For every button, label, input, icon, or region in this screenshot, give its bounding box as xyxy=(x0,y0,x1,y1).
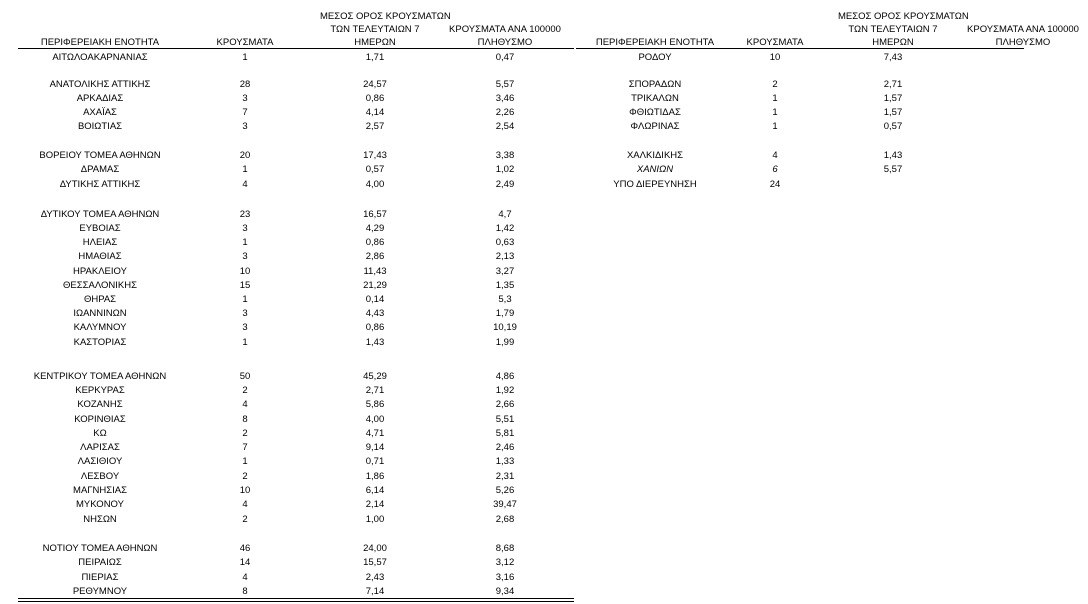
cell-rate: 4,7 xyxy=(498,209,512,220)
cell-avg: 2,71 xyxy=(365,385,385,396)
cell-avg: 1,57 xyxy=(883,93,903,104)
header-avg-line1-right: ΜΕΣΟΣ ΟΡΟΣ ΚΡΟΥΣΜΑΤΩΝ xyxy=(838,11,969,22)
cell-avg: 0,71 xyxy=(365,456,385,467)
cell-avg: 2,57 xyxy=(365,121,385,132)
cell-rate: 0,47 xyxy=(495,52,515,63)
cell-rate: 3,46 xyxy=(495,93,515,104)
cell-region: ΛΑΡΙΣΑΣ xyxy=(80,442,120,453)
header-rate-line1-left: ΚΡΟΥΣΜΑΤΑ ΑΝΑ 100000 xyxy=(449,24,561,35)
cell-cases: 2 xyxy=(772,79,778,90)
cell-region: ΑΙΤΩΛΟΑΚΑΡΝΑΝΙΑΣ xyxy=(52,52,148,63)
table-row xyxy=(0,308,1024,320)
cell-rate: 0,63 xyxy=(495,237,515,248)
cell-rate: 3,12 xyxy=(495,557,515,568)
cell-avg: 16,57 xyxy=(363,209,387,220)
cell-cases: 3 xyxy=(242,223,248,234)
cell-avg: 1,71 xyxy=(365,52,385,63)
cell-region: ΘΕΣΣΑΛΟΝΙΚΗΣ xyxy=(63,280,137,291)
cell-rate: 1,02 xyxy=(495,164,515,175)
cell-cases: 4 xyxy=(242,499,248,510)
header-rate-line2-right: ΠΛΗΘΥΣΜΟ xyxy=(995,37,1051,48)
cell-rate: 1,99 xyxy=(495,337,515,348)
table-row xyxy=(0,428,1024,440)
header-region-right: ΠΕΡΙΦΕΡΕΙΑΚΗ ΕΝΟΤΗΤΑ xyxy=(595,37,715,48)
cell-rate: 4,86 xyxy=(495,371,515,382)
header-rate-line2-left: ΠΛΗΘΥΣΜΟ xyxy=(477,37,533,48)
cell-rate: 8,68 xyxy=(495,543,515,554)
cell-rate: 5,3 xyxy=(498,294,512,305)
table-row xyxy=(0,79,1024,91)
cell-rate: 2,26 xyxy=(495,107,515,118)
cell-cases: 8 xyxy=(242,414,248,425)
cell-region: ΚΩ xyxy=(93,428,107,439)
table-row xyxy=(0,251,1024,263)
cell-avg: 15,57 xyxy=(363,557,387,568)
cell-avg: 1,57 xyxy=(883,107,903,118)
cell-cases: 10 xyxy=(769,52,781,63)
cell-region: ΠΕΙΡΑΙΩΣ xyxy=(78,557,122,568)
cell-rate: 1,35 xyxy=(495,280,515,291)
cell-cases: 7 xyxy=(242,442,248,453)
cell-avg: 0,14 xyxy=(365,294,385,305)
cell-region: ΚΕΡΚΥΡΑΣ xyxy=(75,385,125,396)
cell-avg: 5,86 xyxy=(365,399,385,410)
cell-region: ΛΕΣΒΟΥ xyxy=(80,471,120,482)
table-row xyxy=(0,414,1024,426)
cell-cases: 14 xyxy=(239,557,251,568)
cell-avg: 4,43 xyxy=(365,308,385,319)
cell-avg: 11,43 xyxy=(363,266,387,277)
table-row xyxy=(0,107,1024,119)
cell-cases: 4 xyxy=(242,399,248,410)
cell-cases: 4 xyxy=(242,179,248,190)
cell-rate: 5,57 xyxy=(495,79,515,90)
cell-region: ΚΟΡΙΝΘΙΑΣ xyxy=(74,414,126,425)
header-avg-line2-left: ΤΩΝ ΤΕΛΕΥΤΑΙΩΝ 7 xyxy=(330,24,420,35)
cell-avg: 2,14 xyxy=(365,499,385,510)
table-row xyxy=(0,442,1024,454)
cell-avg: 0,86 xyxy=(365,322,385,333)
cell-avg: 4,14 xyxy=(365,107,385,118)
cell-region: ΙΩΑΝΝΙΝΩΝ xyxy=(73,308,127,319)
cell-avg: 7,43 xyxy=(883,52,903,63)
cell-region: ΡΟΔΟΥ xyxy=(638,52,672,63)
cell-avg: 0,86 xyxy=(365,237,385,248)
cell-avg: 2,43 xyxy=(365,572,385,583)
cell-avg: 0,57 xyxy=(365,164,385,175)
cell-rate: 2,49 xyxy=(495,179,515,190)
table-row xyxy=(0,223,1024,235)
table-row xyxy=(0,150,1024,162)
cell-avg: 6,14 xyxy=(365,485,385,496)
table-row xyxy=(0,322,1024,334)
table-row xyxy=(0,280,1024,292)
cell-region: ΧΑΛΚΙΔΙΚΗΣ xyxy=(626,150,684,161)
cell-cases: 3 xyxy=(242,93,248,104)
cell-avg: 24,57 xyxy=(363,79,387,90)
table-row xyxy=(0,371,1024,383)
header-rule-left xyxy=(18,48,574,49)
cell-cases: 3 xyxy=(242,121,248,132)
header-rule-right xyxy=(576,48,1024,49)
cell-region: ΔΥΤΙΚΟΥ ΤΟΜΕΑ ΑΘΗΝΩΝ xyxy=(40,209,160,220)
cell-avg: 4,00 xyxy=(365,179,385,190)
cell-rate: 2,46 xyxy=(495,442,515,453)
bottom-rule-1 xyxy=(18,598,574,599)
cell-region: ΗΡΑΚΛΕΙΟΥ xyxy=(73,266,127,277)
cell-region: ΚΕΝΤΡΙΚΟΥ ΤΟΜΕΑ ΑΘΗΝΩΝ xyxy=(33,371,167,382)
cell-rate: 2,31 xyxy=(495,471,515,482)
table-row xyxy=(0,586,1024,598)
cell-region: ΗΛΕΙΑΣ xyxy=(82,237,118,248)
cell-region: ΚΑΣΤΟΡΙΑΣ xyxy=(73,337,127,348)
cell-region: ΒΟΙΩΤΙΑΣ xyxy=(77,121,123,132)
cell-rate: 2,68 xyxy=(495,514,515,525)
table-row xyxy=(0,266,1024,278)
cell-region: ΣΠΟΡΑΔΩΝ xyxy=(628,79,682,90)
cell-rate: 2,66 xyxy=(495,399,515,410)
table-row xyxy=(0,121,1024,133)
cell-region: ΗΜΑΘΙΑΣ xyxy=(78,251,122,262)
table-row xyxy=(0,456,1024,468)
cell-avg: 7,14 xyxy=(365,586,385,597)
cell-cases: 2 xyxy=(242,471,248,482)
cell-cases: 1 xyxy=(242,52,248,63)
table-row xyxy=(0,557,1024,569)
cell-rate: 3,16 xyxy=(495,572,515,583)
table-row xyxy=(0,93,1024,105)
cell-avg: 4,29 xyxy=(365,223,385,234)
cell-avg: 4,71 xyxy=(365,428,385,439)
cell-avg: 45,29 xyxy=(363,371,387,382)
cell-cases: 1 xyxy=(242,164,248,175)
table-row xyxy=(0,471,1024,483)
table-row xyxy=(0,52,1024,64)
cell-cases: 3 xyxy=(242,251,248,262)
table-row xyxy=(0,337,1024,349)
cell-avg: 24,00 xyxy=(363,543,387,554)
cell-region: ΜΥΚΟΝΟΥ xyxy=(76,499,124,510)
cell-avg: 1,43 xyxy=(365,337,385,348)
cell-region: ΕΥΒΟΙΑΣ xyxy=(79,223,121,234)
cell-region: ΦΛΩΡΙΝΑΣ xyxy=(630,121,680,132)
cell-avg: 1,86 xyxy=(365,471,385,482)
cell-region: ΤΡΙΚΑΛΩΝ xyxy=(631,93,679,104)
cell-rate: 9,34 xyxy=(495,586,515,597)
table-row xyxy=(0,179,1024,191)
cell-avg: 1,00 xyxy=(365,514,385,525)
cell-rate: 5,26 xyxy=(495,485,515,496)
cell-region: ΑΝΑΤΟΛΙΚΗΣ ΑΤΤΙΚΗΣ xyxy=(49,79,151,90)
cell-cases: 3 xyxy=(242,322,248,333)
table-row xyxy=(0,209,1024,221)
cell-region: ΔΥΤΙΚΗΣ ΑΤΤΙΚΗΣ xyxy=(59,179,141,190)
cell-region: ΠΙΕΡΙΑΣ xyxy=(81,572,119,583)
cell-cases: 1 xyxy=(772,121,778,132)
table-row xyxy=(0,543,1024,555)
table-row xyxy=(0,514,1024,526)
cell-avg: 9,14 xyxy=(365,442,385,453)
cell-cases: 3 xyxy=(242,308,248,319)
header-rate-line1-right: ΚΡΟΥΣΜΑΤΑ ΑΝΑ 100000 xyxy=(967,24,1079,35)
cell-cases: 10 xyxy=(239,266,251,277)
header-cases-right: ΚΡΟΥΣΜΑΤΑ xyxy=(746,37,804,48)
cell-avg: 5,57 xyxy=(883,164,903,175)
cell-rate: 5,81 xyxy=(495,428,515,439)
cell-avg: 1,43 xyxy=(883,150,903,161)
header-avg-line1-left: ΜΕΣΟΣ ΟΡΟΣ ΚΡΟΥΣΜΑΤΩΝ xyxy=(320,11,451,22)
cell-rate: 3,38 xyxy=(495,150,515,161)
header-avg-line3-right: ΗΜΕΡΩΝ xyxy=(872,37,914,48)
cell-rate: 1,79 xyxy=(495,308,515,319)
cell-rate: 3,27 xyxy=(495,266,515,277)
cell-cases: 1 xyxy=(772,93,778,104)
cell-cases: 1 xyxy=(242,294,248,305)
cell-avg: 21,29 xyxy=(363,280,387,291)
cell-cases: 1 xyxy=(242,456,248,467)
cell-cases: 28 xyxy=(239,79,251,90)
cell-cases: 1 xyxy=(242,237,248,248)
header-avg-line3-left: ΗΜΕΡΩΝ xyxy=(354,37,396,48)
cell-rate: 1,42 xyxy=(495,223,515,234)
cell-cases: 46 xyxy=(239,543,251,554)
cell-avg: 17,43 xyxy=(363,150,387,161)
cell-region: ΔΡΑΜΑΣ xyxy=(80,164,120,175)
cell-cases: 1 xyxy=(772,107,778,118)
table-row xyxy=(0,164,1024,176)
cell-region: ΚΟΖΑΝΗΣ xyxy=(77,399,123,410)
table-row xyxy=(0,485,1024,497)
cell-region: ΧΑΝΙΩΝ xyxy=(636,164,674,175)
cell-rate: 1,92 xyxy=(495,385,515,396)
table-row xyxy=(0,399,1024,411)
cell-rate: 2,54 xyxy=(495,121,515,132)
cell-region: ΝΟΤΙΟΥ ΤΟΜΕΑ ΑΘΗΝΩΝ xyxy=(42,543,158,554)
cell-region: ΜΑΓΝΗΣΙΑΣ xyxy=(73,485,127,496)
header-avg-line2-right: ΤΩΝ ΤΕΛΕΥΤΑΙΩΝ 7 xyxy=(848,24,938,35)
table-row xyxy=(0,499,1024,511)
cell-region: ΛΑΣΙΘΙΟΥ xyxy=(77,456,123,467)
cell-cases: 2 xyxy=(242,514,248,525)
cell-cases: 6 xyxy=(772,164,778,175)
cell-rate: 1,33 xyxy=(495,456,515,467)
cell-avg: 2,86 xyxy=(365,251,385,262)
header-region-left: ΠΕΡΙΦΕΡΕΙΑΚΗ ΕΝΟΤΗΤΑ xyxy=(40,37,160,48)
cell-rate: 10,19 xyxy=(493,322,517,333)
cell-region: ΦΘΙΩΤΙΔΑΣ xyxy=(629,107,681,118)
table-row xyxy=(0,385,1024,397)
table-row xyxy=(0,237,1024,249)
cell-cases: 23 xyxy=(239,209,251,220)
cell-cases: 2 xyxy=(242,428,248,439)
cell-rate: 39,47 xyxy=(493,499,517,510)
cell-cases: 10 xyxy=(239,485,251,496)
cell-region: ΒΟΡΕΙΟΥ ΤΟΜΕΑ ΑΘΗΝΩΝ xyxy=(39,150,161,161)
cell-region: ΚΑΛΥΜΝΟΥ xyxy=(73,322,127,333)
cell-cases: 50 xyxy=(239,371,251,382)
cell-region: ΘΗΡΑΣ xyxy=(83,294,117,305)
cell-cases: 20 xyxy=(239,150,251,161)
cell-rate: 5,51 xyxy=(495,414,515,425)
cell-avg: 0,86 xyxy=(365,93,385,104)
cell-region: ΑΧΑΪΑΣ xyxy=(83,107,117,118)
cell-cases: 2 xyxy=(242,385,248,396)
cell-avg: 0,57 xyxy=(883,121,903,132)
cell-cases: 15 xyxy=(239,280,251,291)
cell-avg: 4,00 xyxy=(365,414,385,425)
cell-cases: 4 xyxy=(242,572,248,583)
table-row xyxy=(0,294,1024,306)
cell-cases: 1 xyxy=(242,337,248,348)
cell-rate: 2,13 xyxy=(495,251,515,262)
cell-cases: 24 xyxy=(769,179,781,190)
cell-cases: 8 xyxy=(242,586,248,597)
cell-avg: 2,71 xyxy=(883,79,903,90)
cell-region: ΝΗΣΩΝ xyxy=(83,514,117,525)
table-row xyxy=(0,572,1024,584)
bottom-rule-2 xyxy=(18,601,574,602)
cell-region: ΥΠΟ ΔΙΕΡΕΥΝΗΣΗ xyxy=(613,179,697,190)
cell-region: ΑΡΚΑΔΙΑΣ xyxy=(76,93,124,104)
cell-cases: 7 xyxy=(242,107,248,118)
header-cases-left: ΚΡΟΥΣΜΑΤΑ xyxy=(216,37,274,48)
cell-cases: 4 xyxy=(772,150,778,161)
cell-region: ΡΕΘΥΜΝΟΥ xyxy=(72,586,128,597)
